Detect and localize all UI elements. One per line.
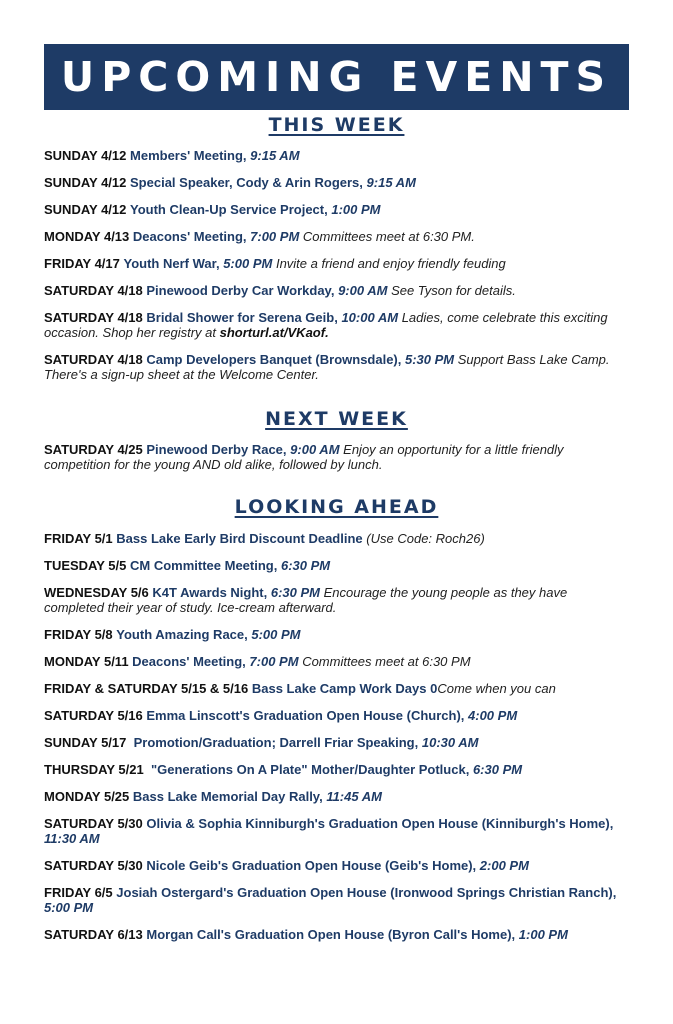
- section-heading-looking-ahead: [0, 496, 673, 518]
- event-note: (Use Code: Roch26): [366, 531, 485, 546]
- event-date: FRIDAY & SATURDAY 5/15 & 5/16: [44, 681, 249, 696]
- event-item: [44, 858, 629, 873]
- event-note: Enjoy an opportunity for a little friendly competition for the young AND old alike, followed by lunch.: [44, 442, 564, 472]
- event-date: SATURDAY 5/30: [44, 816, 143, 831]
- text: LOOKING AHEAD: [234, 496, 439, 518]
- event-item: [44, 148, 629, 163]
- event-item: [44, 442, 629, 472]
- event-title: Josiah Ostergard's Graduation Open House (Ironwood Springs Christian Ranch),: [116, 885, 617, 900]
- event-title: Youth Amazing Race,: [116, 627, 248, 642]
- event-item: [44, 283, 629, 298]
- text: NEXT WEEK: [265, 408, 408, 430]
- event-title: Youth Clean-Up Service Project,: [130, 202, 328, 217]
- event-title: Emma Linscott's Graduation Open House (Church),: [146, 708, 465, 723]
- event-time: 5:00 PM: [44, 900, 94, 915]
- event-item: [44, 885, 629, 915]
- event-list-next-week: [44, 442, 629, 472]
- event-date: FRIDAY 5/1: [44, 531, 113, 546]
- event-time: 6:30 PM: [472, 762, 523, 777]
- event-date: FRIDAY 5/8: [44, 627, 113, 642]
- event-date: MONDAY 5/11: [44, 654, 129, 669]
- event-note: Committees meet at 6:30 PM.: [302, 229, 475, 244]
- event-item: [44, 762, 629, 777]
- event-title: Camp Developers Banquet (Brownsdale),: [146, 352, 402, 367]
- event-item: [44, 585, 629, 615]
- event-note: Invite a friend and enjoy friendly feuding: [275, 256, 506, 271]
- event-title: Morgan Call's Graduation Open House (Byron Call's Home),: [146, 927, 516, 942]
- event-item: [44, 229, 629, 244]
- event-title: Deacons' Meeting,: [132, 229, 247, 244]
- event-date: MONDAY 4/13: [44, 229, 130, 244]
- event-note: Committees meet at 6:30 PM: [302, 654, 471, 669]
- event-item: [44, 927, 629, 942]
- event-date: SUNDAY 4/12: [44, 148, 127, 163]
- event-date: SUNDAY 4/12: [44, 202, 127, 217]
- event-title: Promotion/Graduation; Darrell Friar Speaking,: [133, 735, 419, 750]
- event-item: [44, 681, 629, 696]
- events-banner: [44, 44, 629, 110]
- event-time: 6:30 PM: [280, 558, 331, 573]
- event-date: SATURDAY 6/13: [44, 927, 143, 942]
- event-note: Support Bass Lake Camp. There's a sign-up sheet at the Welcome Center.: [44, 352, 610, 382]
- event-time: 9:00 AM: [338, 283, 388, 298]
- event-time: 9:15 AM: [250, 148, 300, 163]
- event-time: 11:30 AM: [44, 831, 100, 846]
- event-date: SUNDAY 5/17: [44, 735, 127, 750]
- event-title: Olivia & Sophia Kinniburgh's Graduation Open House (Kinniburgh's Home),: [146, 816, 614, 831]
- page-title: UPCOMING EVENTS: [60, 53, 613, 101]
- event-time: 7:00 PM: [249, 654, 299, 669]
- event-time: 11:45 AM: [326, 789, 382, 804]
- event-note: Encourage the young people as they have completed their year of study. Ice-cream afterward.: [44, 585, 568, 615]
- event-item: [44, 202, 629, 217]
- event-date: THURSDAY 5/21: [44, 762, 144, 777]
- event-date: WEDNESDAY 5/6: [44, 585, 149, 600]
- registry-link: shorturl.at/VKaof.: [219, 325, 329, 340]
- text: THIS WEEK: [268, 114, 405, 136]
- event-title: Bass Lake Memorial Day Rally,: [132, 789, 323, 804]
- event-item: [44, 708, 629, 723]
- event-title: Deacons' Meeting,: [132, 654, 246, 669]
- event-time: 10:30 AM: [421, 735, 479, 750]
- event-time: 10:00 AM: [341, 310, 399, 325]
- event-title: Bass Lake Camp Work Days 0: [251, 681, 438, 696]
- event-time: 7:00 PM: [250, 229, 300, 244]
- event-date: SATURDAY 5/16: [44, 708, 143, 723]
- event-date: SATURDAY 4/25: [44, 442, 143, 457]
- event-title: Pinewood Derby Race,: [146, 442, 287, 457]
- event-time: 9:00 AM: [290, 442, 340, 457]
- event-title: Bridal Shower for Serena Geib,: [146, 310, 338, 325]
- event-title: Special Speaker, Cody & Arin Rogers,: [130, 175, 363, 190]
- event-title: Bass Lake Early Bird Discount Deadline: [116, 531, 363, 546]
- event-note: Ladies, come celebrate this exciting occasion. Shop her registry at: [44, 310, 608, 340]
- event-title: CM Committee Meeting,: [130, 558, 278, 573]
- event-time: 6:30 PM: [270, 585, 321, 600]
- event-time: 5:00 PM: [223, 256, 273, 271]
- event-date: SATURDAY 4/18: [44, 352, 143, 367]
- event-time: 2:00 PM: [479, 858, 529, 873]
- event-time: 1:00 PM: [518, 927, 568, 942]
- event-item: [44, 627, 629, 642]
- event-time: 5:00 PM: [251, 627, 301, 642]
- event-item: [44, 175, 629, 190]
- section-heading-next-week: [0, 408, 673, 430]
- event-time: 5:30 PM: [405, 352, 455, 367]
- event-item: [44, 310, 629, 340]
- event-date: SUNDAY 4/12: [44, 175, 127, 190]
- event-date: SATURDAY 4/18: [44, 310, 143, 325]
- event-item: [44, 735, 629, 750]
- event-date: SATURDAY 5/30: [44, 858, 143, 873]
- event-item: [44, 789, 629, 804]
- event-title: K4T Awards Night,: [152, 585, 268, 600]
- event-title: Youth Nerf War,: [123, 256, 220, 271]
- event-item: [44, 816, 629, 846]
- event-note: Come when you can: [437, 681, 556, 696]
- event-item: [44, 654, 629, 669]
- event-date: SATURDAY 4/18: [44, 283, 143, 298]
- event-date: FRIDAY 6/5: [44, 885, 113, 900]
- event-date: TUESDAY 5/5: [44, 558, 127, 573]
- event-list-looking-ahead: [44, 531, 629, 942]
- event-title: Members' Meeting,: [130, 148, 247, 163]
- event-item: [44, 558, 629, 573]
- event-time: 4:00 PM: [468, 708, 518, 723]
- event-title: Pinewood Derby Car Workday,: [146, 283, 335, 298]
- event-time: 1:00 PM: [331, 202, 381, 217]
- event-time: 9:15 AM: [366, 175, 416, 190]
- event-title: "Generations On A Plate" Mother/Daughter Potluck,: [150, 762, 470, 777]
- event-date: MONDAY 5/25: [44, 789, 130, 804]
- event-note: See Tyson for details.: [391, 283, 516, 298]
- event-title: Nicole Geib's Graduation Open House (Geib's Home),: [146, 858, 477, 873]
- event-item: [44, 256, 629, 271]
- event-item: [44, 531, 629, 546]
- event-item: [44, 352, 629, 382]
- event-list-this-week: [44, 148, 629, 382]
- event-date: FRIDAY 4/17: [44, 256, 120, 271]
- section-heading-this-week: [0, 114, 673, 136]
